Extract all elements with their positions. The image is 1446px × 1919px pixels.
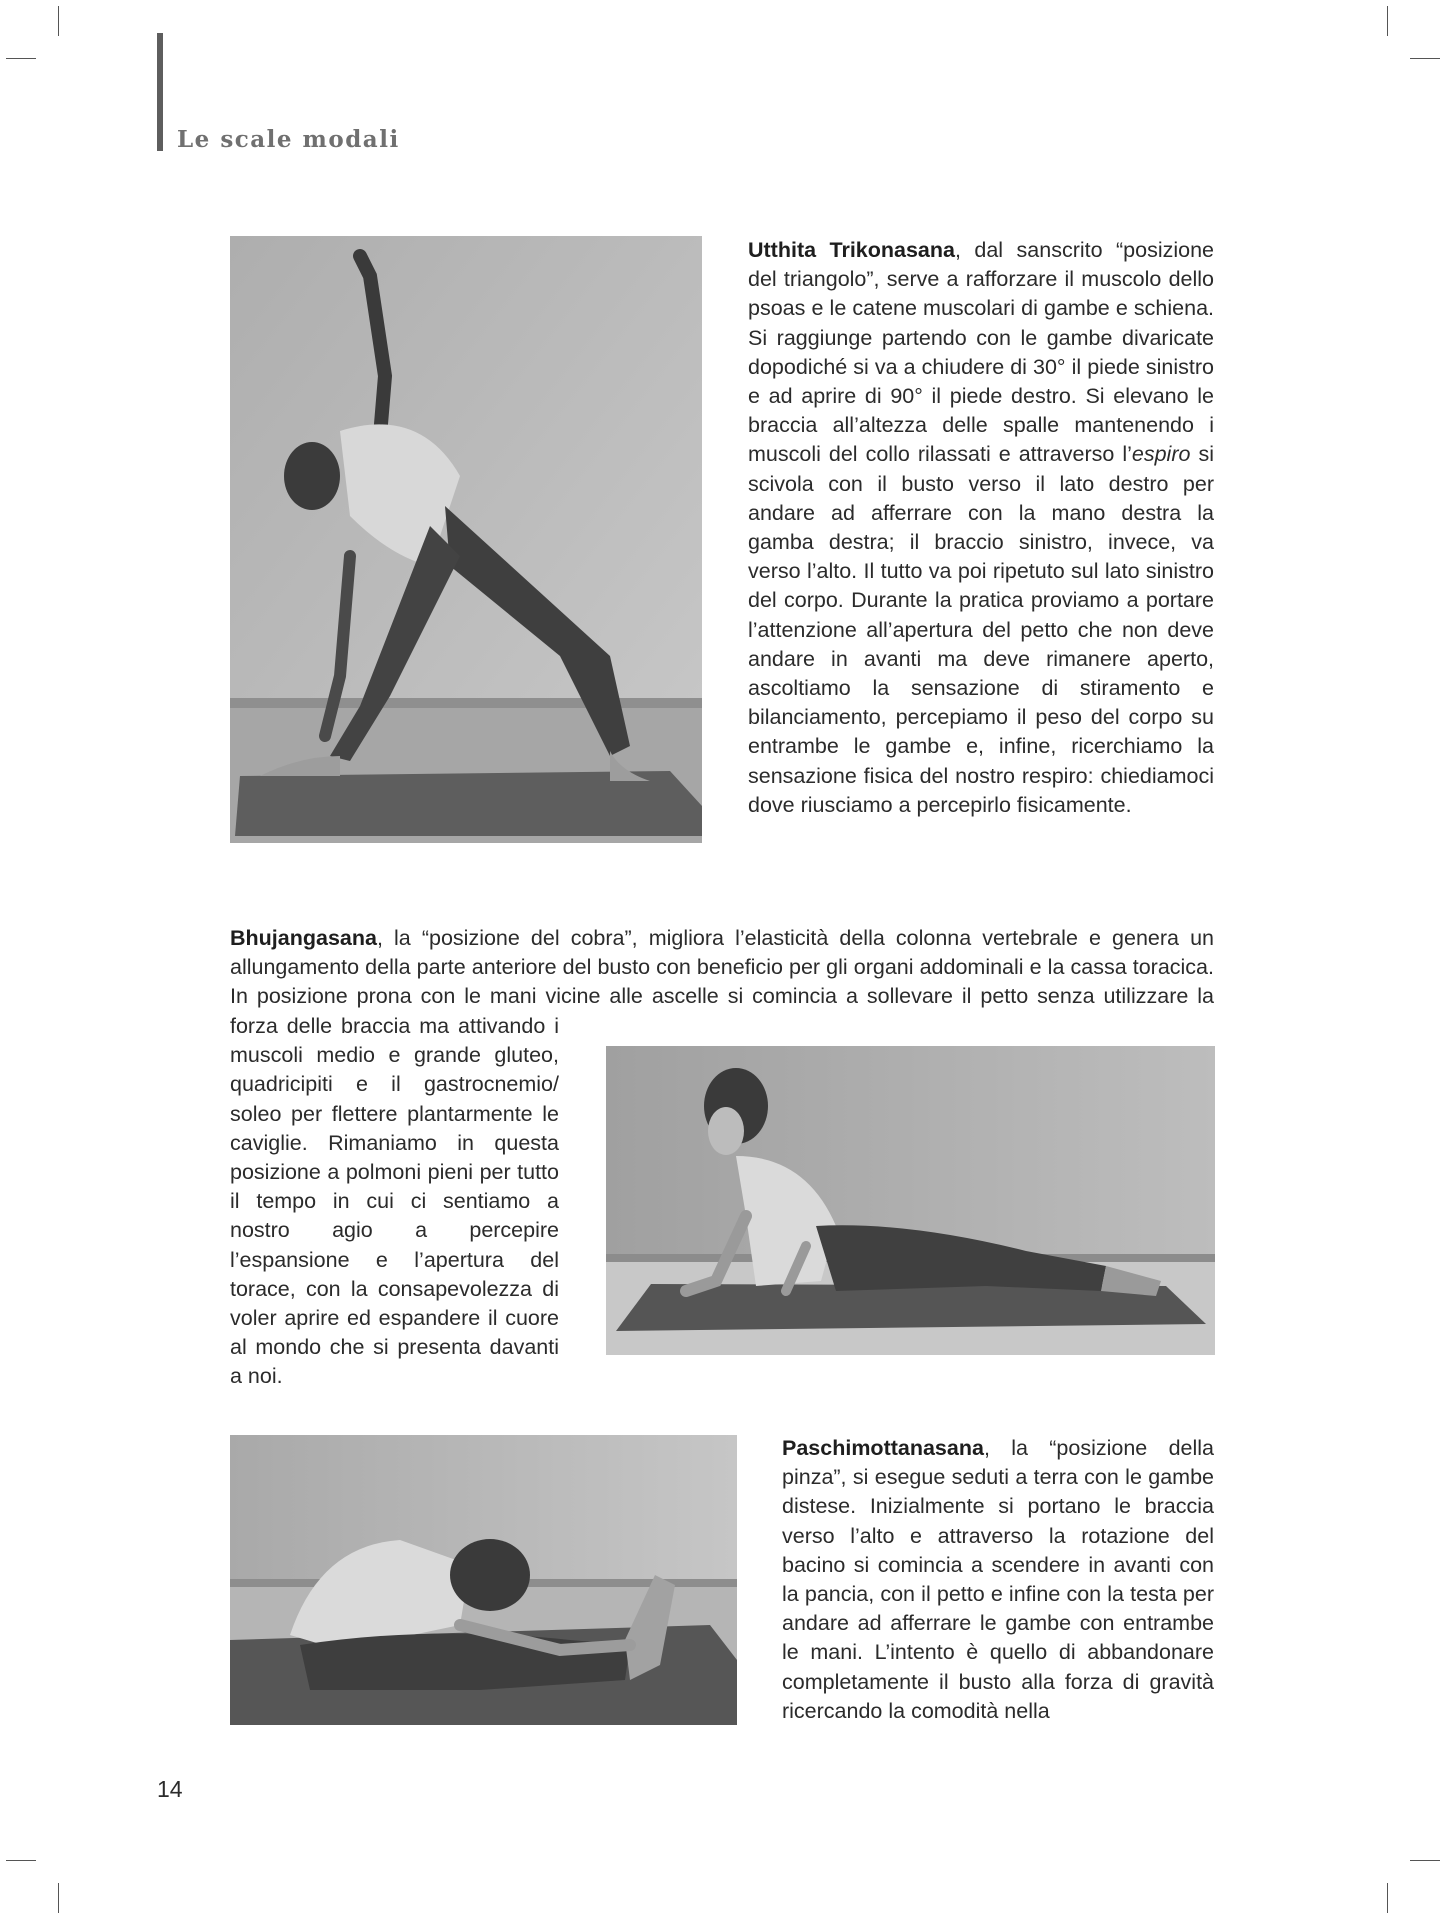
crop-mark bbox=[58, 1883, 59, 1913]
pose-name: Utthita Trikonasana bbox=[748, 238, 955, 262]
crop-mark bbox=[1387, 1883, 1388, 1913]
crop-mark bbox=[6, 1860, 36, 1861]
header-rule bbox=[157, 33, 163, 151]
crop-mark bbox=[1410, 1860, 1440, 1861]
crop-mark bbox=[58, 6, 59, 36]
bhujangasana-intro: Bhujangasana, la “posizione del cobra”, migliora l’elasticità della colonna vertebrale e genera un allungamento della parte anteriore del busto con beneficio per gli organi addominali e la cassa toracica. In posizione prona con le mani vicine alle ascelle si comincia a sollevare il petto senza utilizzare la bbox=[230, 926, 1214, 1009]
photo-trikonasana bbox=[230, 236, 702, 843]
pose-name: Bhujangasana bbox=[230, 926, 377, 950]
chapter-title: Le scale modali bbox=[177, 126, 400, 153]
page-number: 14 bbox=[157, 1776, 183, 1802]
crop-mark bbox=[1410, 58, 1440, 59]
trikonasana-paragraph: Utthita Trikonasana, dal sanscrito “posizione del triangolo”, serve a rafforzare il muscolo dello psoas e le catene muscolari di gambe e schiena. Si raggiunge partendo con le gambe divaricate dopodiché si va a chiudere di 30° il piede sinistro e ad aprire di 90° il piede destro. Si elevano le braccia all’altezza delle spalle mantenendo i muscoli del collo rilassati e attraverso l’espiro si scivola con il busto verso il lato destro per andare ad afferrare con la mano destra la gamba destra; il braccio sinistro, invece, va verso l’alto. Il tutto va poi ripetuto sul lato sinistro del corpo. Durante la pratica proviamo a portare l’attenzione all’apertura del petto che non deve andare in avanti ma deve rimanere aperto, ascoltiamo la sensazione di stiramento e bilanciamento, percepiamo il peso del corpo su entrambe le gambe e, infine, ricerchiamo la sensazione fisica del nostro respiro: chiediamoci dove riusciamo a percepirlo fisicamente. bbox=[748, 238, 1214, 817]
crop-mark bbox=[6, 58, 36, 59]
pose-name: Paschimottanasana bbox=[782, 1436, 984, 1460]
paschimottanasana-paragraph: Paschimottanasana, la “posizione della pinza”, si esegue seduti a terra con le gambe distese. Inizialmente si portano le braccia verso l’alto e attraverso la rotazione del bacino si comincia a scendere in avanti con la pancia, con il petto e infine con la testa per andare ad afferrare le gambe con entrambe le mani. L’intento è quello di abbandonare completamente il busto alla forza di gravità ricercando la comodità nella bbox=[782, 1436, 1214, 1723]
photo-bhujangasana bbox=[606, 1046, 1215, 1355]
photo-paschimottanasana bbox=[230, 1435, 737, 1725]
bhujangasana-paragraph: forza delle braccia ma attivando i muscoli medio e grande gluteo, quadricipiti e il gastrocnemio/ soleo per flettere plantarmente le caviglie. Rimaniamo in questa posizione a polmoni pieni per tutto il tempo in cui ci sentiamo a nostro agio a percepire l’espansione e l’apertura del torace, con la consapevolezza di voler aprire ed espandere il cuore al mondo che si presenta davanti a noi. bbox=[230, 1014, 559, 1389]
crop-mark bbox=[1387, 6, 1388, 36]
